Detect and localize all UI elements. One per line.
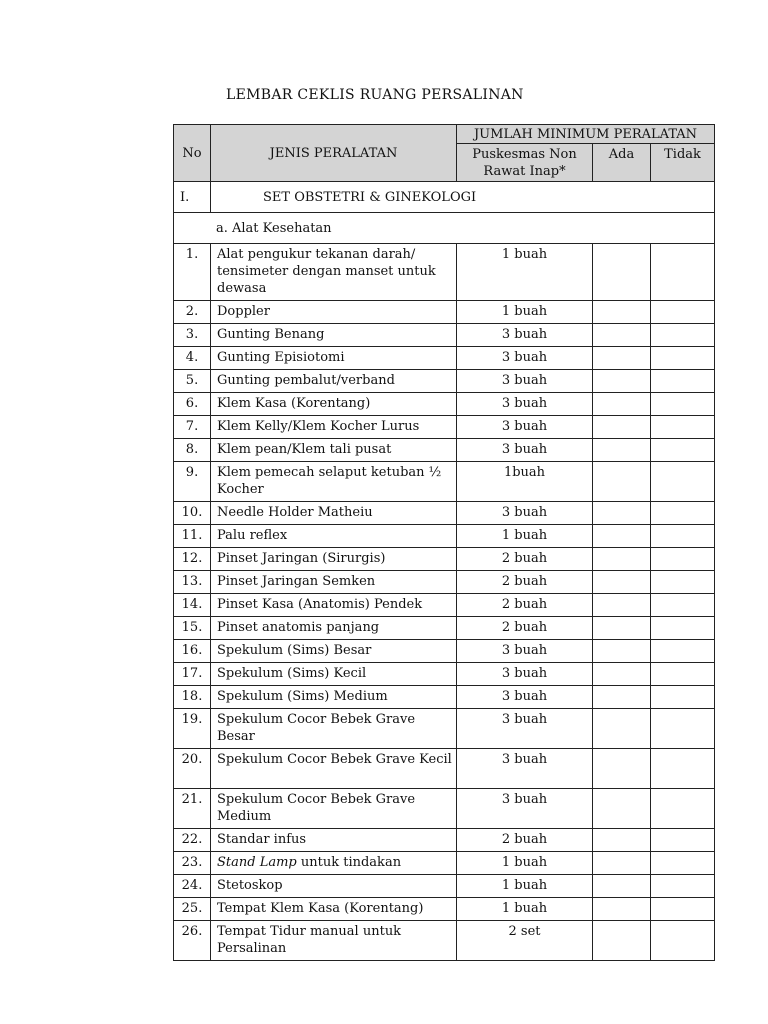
checkbox-ada[interactable] [593, 244, 651, 301]
equipment-quantity: 2 buah [457, 571, 593, 594]
table-row [174, 663, 715, 686]
page-title: LEMBAR CEKLIS RUANG PERSALINAN [226, 87, 524, 103]
row-number: 3. [174, 324, 211, 347]
equipment-quantity: 1 buah [457, 852, 593, 875]
header-puskesmas: Puskesmas Non Rawat Inap* [457, 144, 593, 182]
table-row [174, 686, 715, 709]
equipment-quantity: 1 buah [457, 301, 593, 324]
equipment-quantity: 3 buah [457, 502, 593, 525]
equipment-name: Pinset Jaringan Semken [211, 571, 457, 594]
equipment-name: Pinset anatomis panjang [211, 617, 457, 640]
equipment-name: Pinset Jaringan (Sirurgis) [211, 548, 457, 571]
equipment-name: Klem pean/Klem tali pusat [211, 439, 457, 462]
equipment-quantity: 3 buah [457, 709, 593, 749]
checkbox-ada[interactable] [593, 852, 651, 875]
checkbox-tidak[interactable] [651, 502, 715, 525]
checkbox-ada[interactable] [593, 462, 651, 502]
table-row [174, 244, 715, 301]
equipment-name: Alat pengukur tekanan darah/ tensimeter dengan manset untuk dewasa [211, 244, 457, 301]
row-number: 1. [174, 244, 211, 301]
equipment-quantity: 1 buah [457, 875, 593, 898]
checkbox-tidak[interactable] [651, 617, 715, 640]
equipment-name: Klem pemecah selaput ketuban ½ Kocher [211, 462, 457, 502]
row-number: 20. [174, 749, 211, 789]
checkbox-ada[interactable] [593, 347, 651, 370]
equipment-name: Spekulum (Sims) Medium [211, 686, 457, 709]
checkbox-tidak[interactable] [651, 709, 715, 749]
checkbox-tidak[interactable] [651, 898, 715, 921]
checkbox-ada[interactable] [593, 640, 651, 663]
table-row [174, 370, 715, 393]
checkbox-tidak[interactable] [651, 244, 715, 301]
checkbox-tidak[interactable] [651, 416, 715, 439]
checkbox-ada[interactable] [593, 525, 651, 548]
equipment-quantity: 1 buah [457, 898, 593, 921]
equipment-quantity: 3 buah [457, 663, 593, 686]
row-number: 8. [174, 439, 211, 462]
equipment-quantity: 3 buah [457, 324, 593, 347]
table-row [174, 347, 715, 370]
section-number: I. [174, 182, 211, 213]
table-row [174, 875, 715, 898]
table-row [174, 749, 715, 789]
table-row [174, 640, 715, 663]
checkbox-tidak[interactable] [651, 852, 715, 875]
table-row [174, 852, 715, 875]
equipment-quantity: 3 buah [457, 347, 593, 370]
row-number: 5. [174, 370, 211, 393]
row-number: 11. [174, 525, 211, 548]
row-number: 9. [174, 462, 211, 502]
checkbox-ada[interactable] [593, 571, 651, 594]
equipment-quantity: 3 buah [457, 749, 593, 789]
checkbox-ada[interactable] [593, 416, 651, 439]
equipment-name: Klem Kasa (Korentang) [211, 393, 457, 416]
checkbox-tidak[interactable] [651, 370, 715, 393]
table-row [174, 393, 715, 416]
checkbox-tidak[interactable] [651, 301, 715, 324]
checkbox-ada[interactable] [593, 393, 651, 416]
section-title: SET OBSTETRI & GINEKOLOGI [211, 182, 715, 213]
row-number: 26. [174, 921, 211, 961]
table-row [174, 921, 715, 961]
equipment-name-rest: untuk tindakan [296, 855, 402, 870]
subsection-title: a. Alat Kesehatan [174, 213, 715, 244]
equipment-quantity: 3 buah [457, 686, 593, 709]
equipment-quantity: 2 buah [457, 594, 593, 617]
checkbox-tidak[interactable] [651, 594, 715, 617]
equipment-quantity: 3 buah [457, 370, 593, 393]
header-jumlah-minimum: JUMLAH MINIMUM PERALATAN [457, 125, 715, 144]
table-row [174, 548, 715, 571]
checkbox-ada[interactable] [593, 502, 651, 525]
checkbox-ada[interactable] [593, 617, 651, 640]
header-tidak: Tidak [651, 144, 715, 182]
row-number: 12. [174, 548, 211, 571]
header-ada: Ada [593, 144, 651, 182]
equipment-name: Spekulum (Sims) Besar [211, 640, 457, 663]
equipment-name: Spekulum Cocor Bebek Grave Kecil [211, 749, 457, 789]
checkbox-ada[interactable] [593, 898, 651, 921]
equipment-quantity: 2 buah [457, 548, 593, 571]
checkbox-ada[interactable] [593, 370, 651, 393]
equipment-quantity: 1 buah [457, 244, 593, 301]
row-number: 16. [174, 640, 211, 663]
table-row [174, 709, 715, 749]
checkbox-ada[interactable] [593, 789, 651, 829]
equipment-quantity: 1buah [457, 462, 593, 502]
checkbox-tidak[interactable] [651, 324, 715, 347]
checkbox-ada[interactable] [593, 749, 651, 789]
table-row [174, 416, 715, 439]
row-number: 24. [174, 875, 211, 898]
row-number: 25. [174, 898, 211, 921]
checkbox-ada[interactable] [593, 324, 651, 347]
row-number: 14. [174, 594, 211, 617]
equipment-name: Gunting Benang [211, 324, 457, 347]
equipment-quantity: 3 buah [457, 789, 593, 829]
header-jenis-peralatan: JENIS PERALATAN [211, 125, 457, 182]
checkbox-tidak[interactable] [651, 640, 715, 663]
equipment-quantity: 1 buah [457, 525, 593, 548]
checkbox-ada[interactable] [593, 686, 651, 709]
equipment-name: Palu reflex [211, 525, 457, 548]
row-number: 13. [174, 571, 211, 594]
equipment-checklist-table [173, 124, 715, 961]
equipment-name: Spekulum Cocor Bebek Grave Besar [211, 709, 457, 749]
checkbox-ada[interactable] [593, 875, 651, 898]
row-number: 4. [174, 347, 211, 370]
checkbox-tidak[interactable] [651, 525, 715, 548]
checkbox-ada[interactable] [593, 663, 651, 686]
checkbox-tidak[interactable] [651, 393, 715, 416]
table-row [174, 898, 715, 921]
equipment-name: Needle Holder Matheiu [211, 502, 457, 525]
checkbox-tidak[interactable] [651, 462, 715, 502]
checkbox-ada[interactable] [593, 829, 651, 852]
row-number: 18. [174, 686, 211, 709]
checkbox-ada[interactable] [593, 709, 651, 749]
checkbox-tidak[interactable] [651, 347, 715, 370]
checkbox-tidak[interactable] [651, 686, 715, 709]
checkbox-ada[interactable] [593, 594, 651, 617]
checkbox-tidak[interactable] [651, 921, 715, 961]
checkbox-tidak[interactable] [651, 789, 715, 829]
table-row [174, 789, 715, 829]
equipment-name-italic: Stand Lamp [217, 855, 297, 870]
equipment-name: Spekulum (Sims) Kecil [211, 663, 457, 686]
equipment-quantity: 3 buah [457, 439, 593, 462]
row-number: 19. [174, 709, 211, 749]
row-number: 7. [174, 416, 211, 439]
checkbox-ada[interactable] [593, 301, 651, 324]
checkbox-ada[interactable] [593, 548, 651, 571]
equipment-name: Gunting pembalut/verband [211, 370, 457, 393]
checkbox-tidak[interactable] [651, 548, 715, 571]
table-row [174, 571, 715, 594]
equipment-name: Klem Kelly/Klem Kocher Lurus [211, 416, 457, 439]
checkbox-ada[interactable] [593, 439, 651, 462]
equipment-name: Stetoskop [211, 875, 457, 898]
equipment-name: Standar infus [211, 829, 457, 852]
equipment-name: Gunting Episiotomi [211, 347, 457, 370]
equipment-name: Doppler [211, 301, 457, 324]
equipment-quantity: 3 buah [457, 416, 593, 439]
checkbox-tidak[interactable] [651, 875, 715, 898]
header-no: No [174, 125, 211, 182]
row-number: 15. [174, 617, 211, 640]
row-number: 17. [174, 663, 211, 686]
equipment-quantity: 3 buah [457, 640, 593, 663]
equipment-quantity: 3 buah [457, 393, 593, 416]
equipment-name: Pinset Kasa (Anatomis) Pendek [211, 594, 457, 617]
row-number: 2. [174, 301, 211, 324]
equipment-quantity: 2 set [457, 921, 593, 961]
checkbox-ada[interactable] [593, 921, 651, 961]
equipment-quantity: 2 buah [457, 829, 593, 852]
table-row [174, 502, 715, 525]
table-row [174, 301, 715, 324]
checkbox-tidak[interactable] [651, 439, 715, 462]
table-row [174, 829, 715, 852]
row-number: 21. [174, 789, 211, 829]
equipment-name: Tempat Tidur manual untuk Persalinan [211, 921, 457, 961]
row-number: 10. [174, 502, 211, 525]
table-row [174, 462, 715, 502]
row-number: 22. [174, 829, 211, 852]
equipment-name [211, 852, 457, 875]
table-row [174, 324, 715, 347]
checkbox-tidak[interactable] [651, 663, 715, 686]
equipment-name: Tempat Klem Kasa (Korentang) [211, 898, 457, 921]
table-row [174, 617, 715, 640]
checkbox-tidak[interactable] [651, 571, 715, 594]
table-row [174, 594, 715, 617]
table-row [174, 525, 715, 548]
checkbox-tidak[interactable] [651, 749, 715, 789]
equipment-quantity: 2 buah [457, 617, 593, 640]
equipment-name: Spekulum Cocor Bebek Grave Medium [211, 789, 457, 829]
row-number: 6. [174, 393, 211, 416]
checkbox-tidak[interactable] [651, 829, 715, 852]
table-row [174, 439, 715, 462]
row-number: 23. [174, 852, 211, 875]
